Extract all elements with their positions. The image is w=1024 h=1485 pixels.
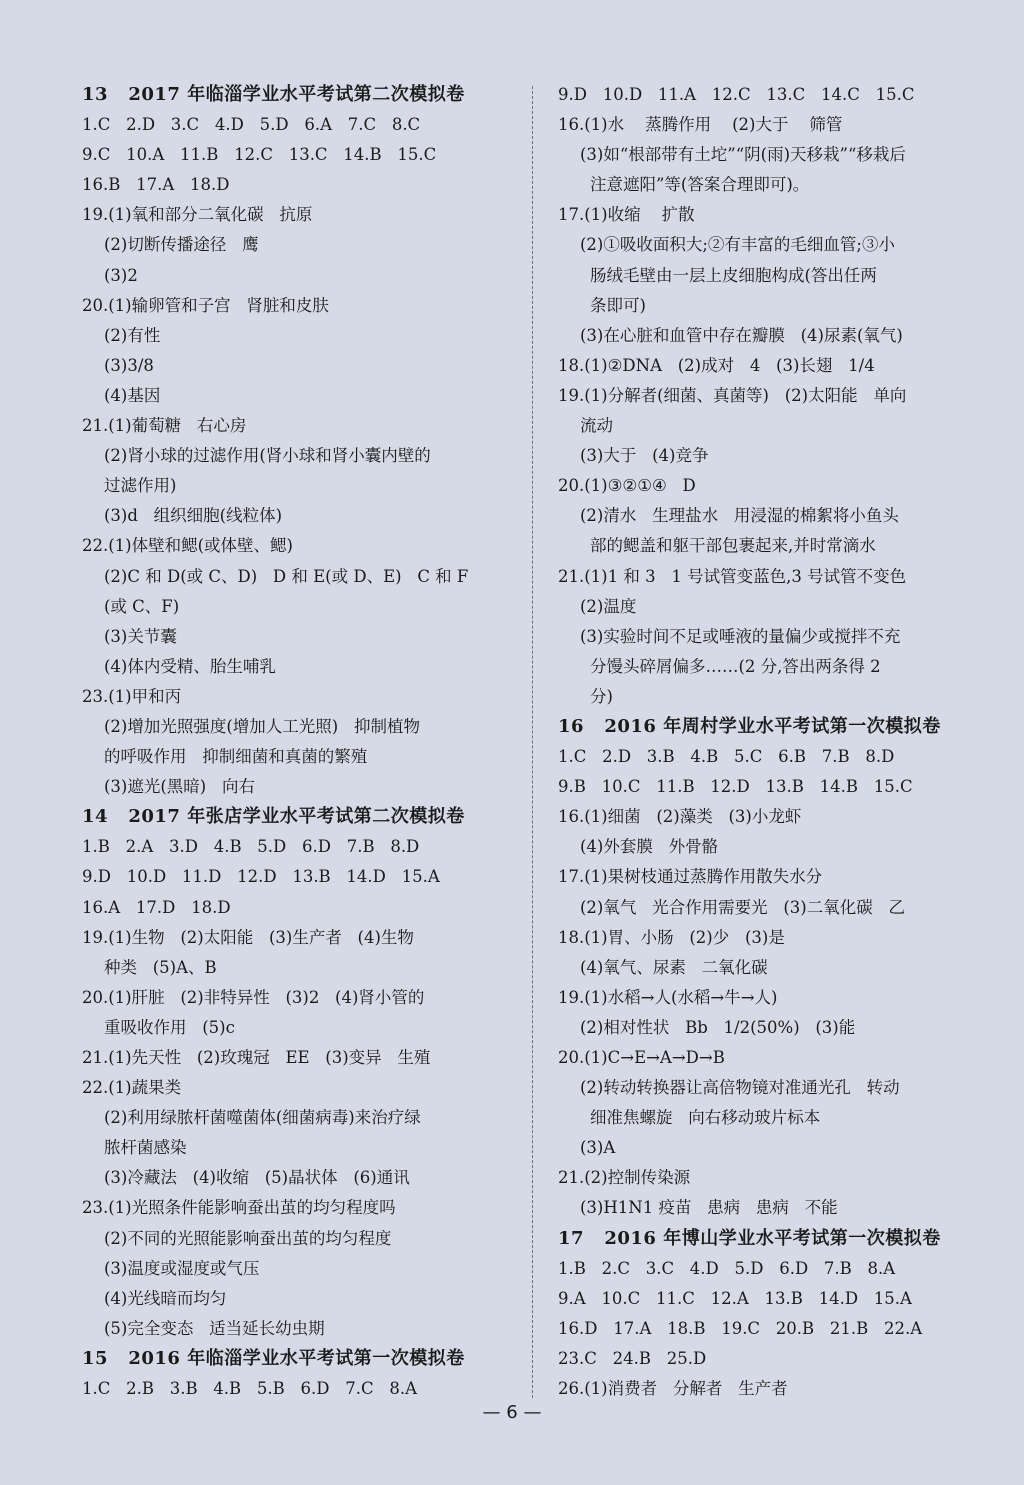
answer-line: 17.(1)果树枝通过蒸腾作用散失水分 [558,867,823,887]
answer-line: 21.(1)先天性 (2)玫瑰冠 EE (3)变异 生殖 [82,1048,431,1067]
section-heading: 16 2016 年周村学业水平考试第一次模拟卷 [558,715,941,737]
answer-line: 23.C 24.B 25.D [558,1348,707,1368]
answer-line: 的呼吸作用 抑制细菌和真菌的繁殖 [104,747,368,767]
answer-line: 20.(1)C→E→A→D→B [558,1048,725,1067]
answer-line: (3)遮光(黑暗) 向右 [104,777,255,797]
answer-line: 23.(1)光照条件能影响蚕出茧的均匀程度吗 [82,1198,396,1218]
answer-line: 注意遮阳”等(答案合理即可)。 [590,175,810,195]
answer-line: (3)温度或湿度或气压 [104,1258,260,1278]
answer-line: 9.D 10.D 11.D 12.D 13.B 14.D 15.A [82,867,440,887]
answer-line: 9.A 10.C 11.C 12.A 13.B 14.D 15.A [558,1288,912,1308]
answer-line: (2)温度 [580,596,637,616]
answer-line: 分) [590,686,613,706]
answer-line: (3)实验时间不足或唾液的量偏少或搅拌不充 [580,626,901,646]
answer-line: (3)如“根部带有土坨”“阴(雨)天移栽”“移栽后 [580,145,906,165]
answer-line: (3)2 [104,265,138,285]
answer-line: (3)d 组织细胞(线粒体) [104,506,283,526]
answer-line: 9.B 10.C 11.B 12.D 13.B 14.B 15.C [558,777,913,797]
answer-line: (或 C、F) [104,596,180,616]
answer-line: 22.(1)蔬果类 [82,1078,182,1098]
answer-line: 20.(1)③②①④ D [558,476,696,496]
answer-line: 20.(1)肝脏 (2)非特异性 (3)2 (4)肾小管的 [82,987,425,1007]
answer-line: 22.(1)体壁和鳃(或体壁、鳃) [82,536,293,556]
answer-line: 18.(1)②DNA (2)成对 4 (3)长翅 1/4 [558,355,875,375]
answer-line: (3)H1N1 疫苗 患病 患病 不能 [580,1198,838,1218]
answer-line: 19.(1)氧和部分二氧化碳 抗原 [82,205,313,225]
page-number: — 6 — [482,1402,542,1423]
answer-line: (5)完全变态 适当延长幼虫期 [104,1318,325,1338]
answer-line: 1.C 2.B 3.B 4.B 5.B 6.D 7.C 8.A [82,1379,417,1399]
answer-line: 1.C 2.D 3.C 4.D 5.D 6.A 7.C 8.C [82,115,421,135]
answer-line: (2)C 和 D(或 C、D) D 和 E(或 D、E) C 和 F [104,566,469,586]
answer-line: (2)有性 [104,325,161,345]
answer-line: 19.(1)生物 (2)太阳能 (3)生产者 (4)生物 [82,927,414,947]
answer-line: 条即可) [590,295,646,315]
answer-line: 1.B 2.A 3.D 4.B 5.D 6.D 7.B 8.D [82,837,420,857]
right-column [558,80,978,1404]
answer-line: (3)关节囊 [104,626,177,646]
answer-line: (3)A [580,1138,616,1158]
answer-line: 23.(1)甲和丙 [82,686,182,706]
answer-line: 部的鳃盖和躯干部包裹起来,并时常滴水 [590,536,876,556]
answer-line: 16.(1)细菌 (2)藻类 (3)小龙虾 [558,807,802,827]
answer-line: 16.(1)水 蒸腾作用 (2)大于 筛管 [558,115,843,135]
answer-line: (4)外套膜 外骨骼 [580,837,719,857]
answer-line: 21.(1)葡萄糖 右心房 [82,416,247,436]
answer-line: 20.(1)输卵管和子宫 肾脏和皮肤 [82,295,329,315]
answer-line: 分馒头碎屑偏多……(2 分,答出两条得 2 [590,656,881,676]
answer-line: (3)大于 (4)竞争 [580,446,709,466]
answer-line: 流动 [580,416,613,436]
answer-line: (3)冷藏法 (4)收缩 (5)晶状体 (6)通讯 [104,1168,410,1188]
answer-line: 9.D 10.D 11.A 12.C 13.C 14.C 15.C [558,85,915,104]
answer-line: 16.D 17.A 18.B 19.C 20.B 21.B 22.A [558,1318,923,1338]
answer-line: 26.(1)消费者 分解者 生产者 [558,1379,788,1399]
answer-line: 21.(1)1 和 3 1 号试管变蓝色,3 号试管不变色 [558,566,907,586]
answer-line: 种类 (5)A、B [104,957,217,977]
answer-line: 9.C 10.A 11.B 12.C 13.C 14.B 15.C [82,145,437,165]
answer-line: (2)氧气 光合作用需要光 (3)二氧化碳 乙 [580,897,905,917]
section-heading: 14 2017 年张店学业水平考试第二次模拟卷 [82,806,465,828]
answer-line: 1.C 2.D 3.B 4.B 5.C 6.B 7.B 8.D [558,747,895,767]
answer-line: (2)①吸收面积大;②有丰富的毛细血管;③小 [580,235,895,255]
answer-line: 21.(2)控制传染源 [558,1168,691,1188]
answer-line: (2)不同的光照能影响蚕出茧的均匀程度 [104,1228,392,1248]
answer-line: 过滤作用) [104,476,177,496]
answer-line: (2)增加光照强度(增加人工光照) 抑制植物 [104,716,420,736]
answer-line: 16.A 17.D 18.D [82,897,231,917]
answer-line: (2)切断传播途径 鹰 [104,235,259,255]
answer-line: (4)体内受精、胎生哺乳 [104,656,276,676]
answer-line: 17.(1)收缩 扩散 [558,205,695,225]
answer-line: (4)基因 [104,385,161,405]
answer-line: (2)转动转换器让高倍物镜对准通光孔 转动 [580,1078,900,1098]
section-heading: 15 2016 年临淄学业水平考试第一次模拟卷 [82,1347,465,1369]
answer-line: (2)肾小球的过滤作用(肾小球和肾小囊内壁的 [104,446,431,466]
answer-line: (2)利用绿脓杆菌噬菌体(细菌病毒)来治疗绿 [104,1108,421,1128]
left-column [82,80,512,1404]
answer-line: (3)3/8 [104,355,154,375]
answer-line: 16.B 17.A 18.D [82,175,230,195]
answer-line: 1.B 2.C 3.C 4.D 5.D 6.D 7.B 8.A [558,1258,896,1278]
answer-line: 19.(1)水稻→人(水稻→牛→人) [558,987,778,1007]
section-heading: 13 2017 年临淄学业水平考试第二次模拟卷 [82,84,465,105]
answer-line: 重吸收作用 (5)c [104,1017,235,1037]
answer-line: (2)相对性状 Bb 1/2(50%) (3)能 [580,1017,856,1037]
answer-line: (3)在心脏和血管中存在瓣膜 (4)尿素(氧气) [580,325,903,345]
answer-line: 脓杆菌感染 [104,1138,187,1158]
answer-line: 18.(1)胃、小肠 (2)少 (3)是 [558,927,785,947]
answer-line: 细准焦螺旋 向右移动玻片标本 [590,1108,821,1128]
answer-line: 肠绒毛壁由一层上皮细胞构成(答出任两 [590,265,877,285]
section-heading: 17 2016 年博山学业水平考试第一次模拟卷 [558,1227,941,1249]
answer-line: (4)氧气、尿素 二氧化碳 [580,957,768,977]
answer-line: (4)光线暗而均匀 [104,1288,227,1308]
column-divider [532,86,533,1398]
answer-line: 19.(1)分解者(细菌、真菌等) (2)太阳能 单向 [558,385,907,405]
answer-line: (2)清水 生理盐水 用浸湿的棉絮将小鱼头 [580,506,899,526]
